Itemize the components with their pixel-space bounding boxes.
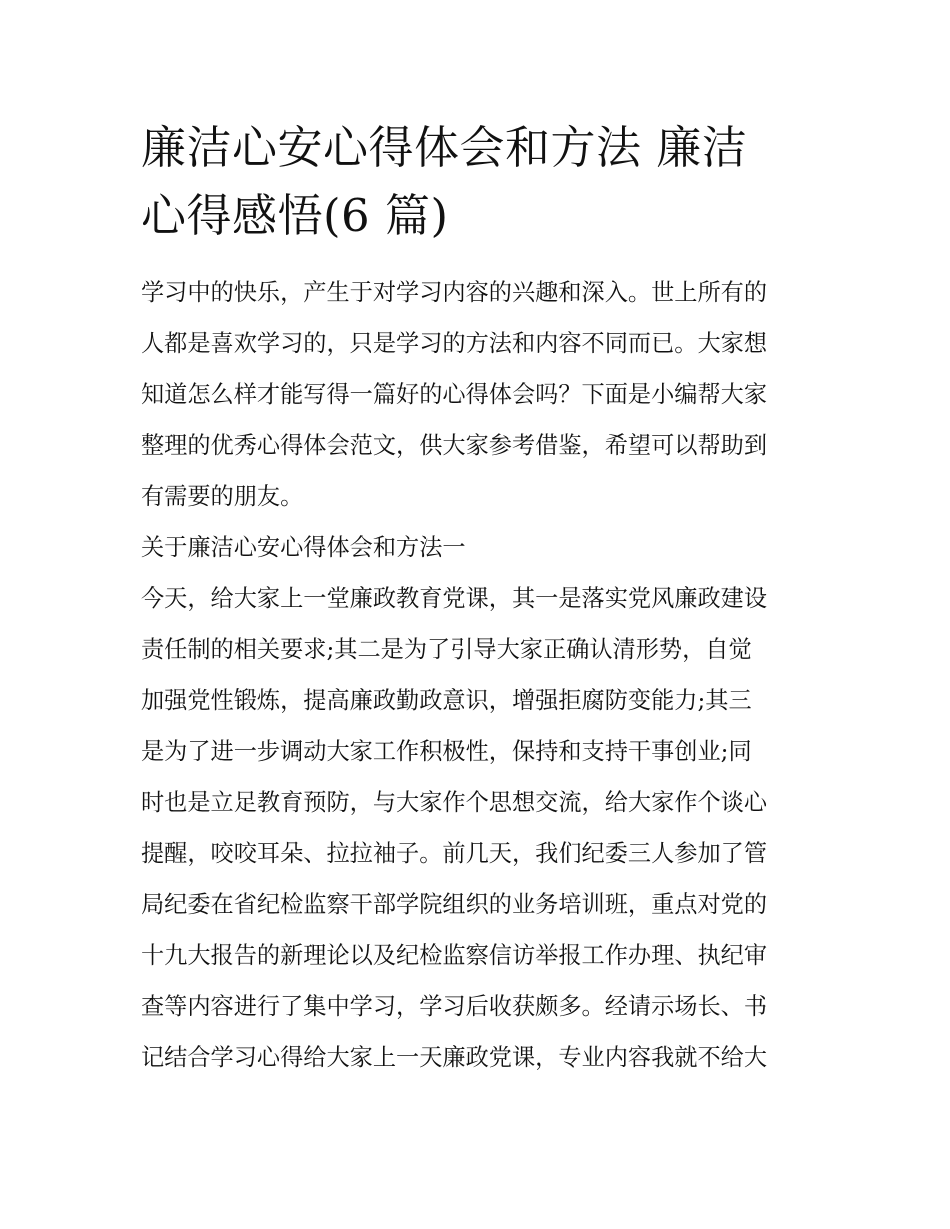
document-title xyxy=(141,114,813,250)
title-line: 心得感悟(6 篇) xyxy=(141,189,449,242)
text-line: 知道怎么样才能写得一篇好的心得体会吗？下面是小编帮大家 xyxy=(141,381,768,408)
text-line: 查等内容进行了集中学习，学习后收获颇多。经请示场长、书 xyxy=(141,993,768,1020)
text-line: 十九大报告的新理论以及纪检监察信访举报工作办理、执纪审 xyxy=(141,942,768,969)
text-line: 今天，给大家上一堂廉政教育党课，其一是落实党风廉政建设 xyxy=(141,585,768,612)
text-line: 局纪委在省纪检监察干部学院组织的业务培训班，重点对党的 xyxy=(141,891,768,918)
text-line: 整理的优秀心得体会范文，供大家参考借鉴，希望可以帮助到 xyxy=(141,432,768,459)
text-line: 人都是喜欢学习的，只是学习的方法和内容不同而已。大家想 xyxy=(141,330,768,357)
body-paragraph xyxy=(141,573,813,1083)
text-line: 加强党性锻炼，提高廉政勤政意识，增强拒腐防变能力;其三 xyxy=(141,687,752,714)
text-line: 提醒，咬咬耳朵、拉拉袖子。前几天，我们纪委三人参加了管 xyxy=(141,840,768,867)
text-line: 是为了进一步调动大家工作积极性，保持和支持干事创业;同 xyxy=(141,738,752,765)
section-heading-text: 关于廉洁心安心得体会和方法一 xyxy=(141,534,466,561)
title-line: 廉洁心安心得体会和方法 廉洁 xyxy=(141,121,748,174)
text-line: 有需要的朋友。 xyxy=(141,483,304,510)
document-content xyxy=(141,114,813,1083)
section-heading xyxy=(141,522,813,573)
text-line: 记结合学习心得给大家上一天廉政党课，专业内容我就不给大 xyxy=(141,1044,768,1071)
intro-paragraph xyxy=(141,267,813,522)
text-line: 学习中的快乐，产生于对学习内容的兴趣和深入。世上所有的 xyxy=(141,279,768,306)
text-line: 时也是立足教育预防，与大家作个思想交流，给大家作个谈心 xyxy=(141,789,768,816)
text-line: 责任制的相关要求;其二是为了引导大家正确认清形势，自觉 xyxy=(141,636,752,663)
